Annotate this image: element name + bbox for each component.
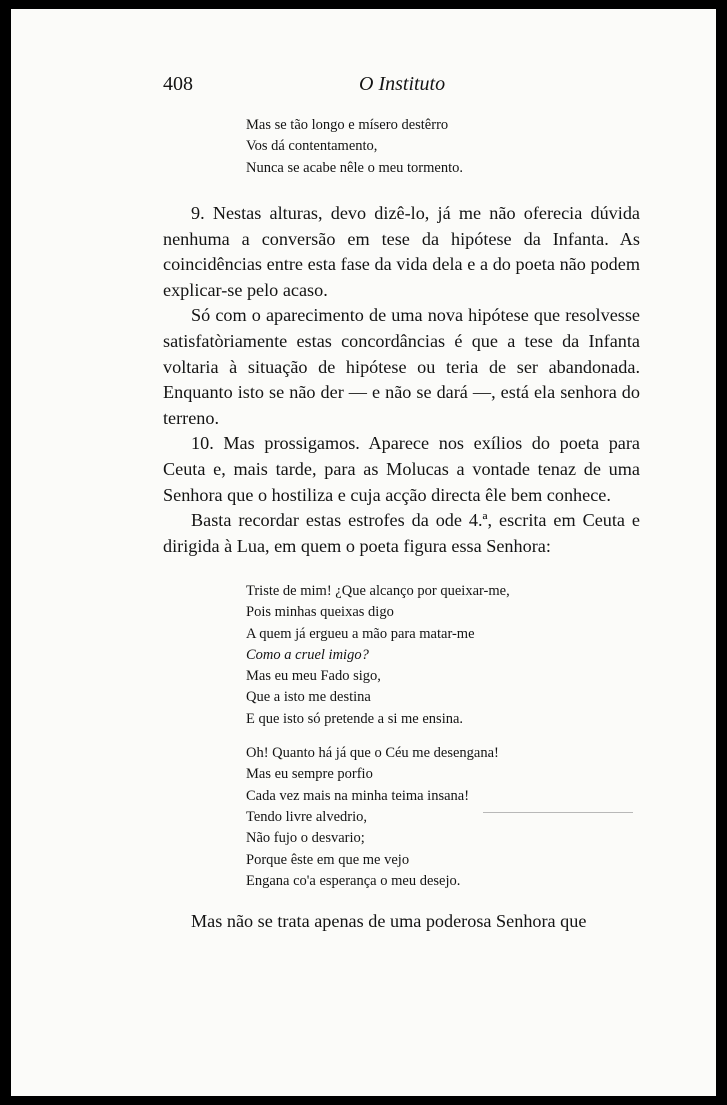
verse-line: Pois minhas queixas digo — [246, 604, 394, 621]
book-page — [11, 9, 716, 1096]
verse-line: Porque êste em que me vejo — [246, 851, 410, 868]
verse-line: Cada vez mais na minha teima insana! — [246, 787, 470, 804]
body-text-main — [163, 201, 640, 559]
verse-line: Triste de mim! ¿Que alcanço por queixar-me, — [246, 583, 510, 599]
verse-line: Mas eu sempre porfio — [246, 766, 373, 783]
verse-line: Vos dá contentamento, — [246, 138, 378, 155]
verse-line: Como a cruel imigo? — [246, 646, 369, 663]
verse-line: E que isto só pretende a si me ensina. — [246, 710, 464, 727]
paragraph-10: 10. Mas prossigamos. Aparece nos exílios do poeta para Ceuta e, mais tarde, para as Molucas a vontade tenaz de uma Senhora que o hostiliza e cuja acção directa êle bem conhece. — [163, 433, 640, 505]
verse-line: Não fujo o desvario; — [246, 830, 365, 847]
verse-line: Que a isto me destina — [246, 689, 371, 706]
verse-quote-ode — [246, 581, 510, 892]
verse-stanza-1 — [246, 581, 510, 730]
verse-line: A quem já ergueu a mão para matar-me — [246, 625, 475, 642]
running-title: O Instituto — [359, 73, 446, 95]
verse-quote-top — [246, 115, 463, 179]
verse-line: Mas se tão longo e mísero destêrro — [246, 117, 449, 133]
paragraph: Basta recordar estas estrofes da ode 4.ª, escrita em Ceuta e dirigida à Lua, em quem o poeta figura essa Senhora: — [163, 510, 640, 556]
body-text-final — [163, 909, 640, 935]
page-number: 408 — [163, 73, 193, 95]
paragraph-continued: Mas não se trata apenas de uma poderosa Senhora que — [191, 911, 587, 931]
verse-line: Mas eu meu Fado sigo, — [246, 668, 381, 685]
paragraph: Só com o aparecimento de uma nova hipótese que resolvesse satisfatòriamente estas concordâncias é que a tese da Infanta voltaria à situação de hipótese ou teria de ser abandonada. Enquanto isto se não der — e não se dará —, está ela senhora do terreno. — [163, 305, 640, 428]
verse-line: Nunca se acabe nêle o meu tormento. — [246, 159, 464, 176]
verse-stanza-2 — [246, 743, 510, 892]
verse-line: Tendo livre alvedrio, — [246, 808, 367, 825]
verse-line: Oh! Quanto há já que o Céu me desengana! — [246, 745, 499, 762]
faint-rule — [483, 812, 633, 813]
verse-stanza — [246, 115, 463, 179]
verse-line: Engana co'a esperança o meu desejo. — [246, 872, 461, 889]
paragraph-9: 9. Nestas alturas, devo dizê-lo, já me não oferecia dúvida nenhuma a conversão em tese da hipótese da Infanta. As coincidências entre esta fase da vida dela e a do poeta não podem explicar-se pelo acaso. — [163, 203, 640, 300]
